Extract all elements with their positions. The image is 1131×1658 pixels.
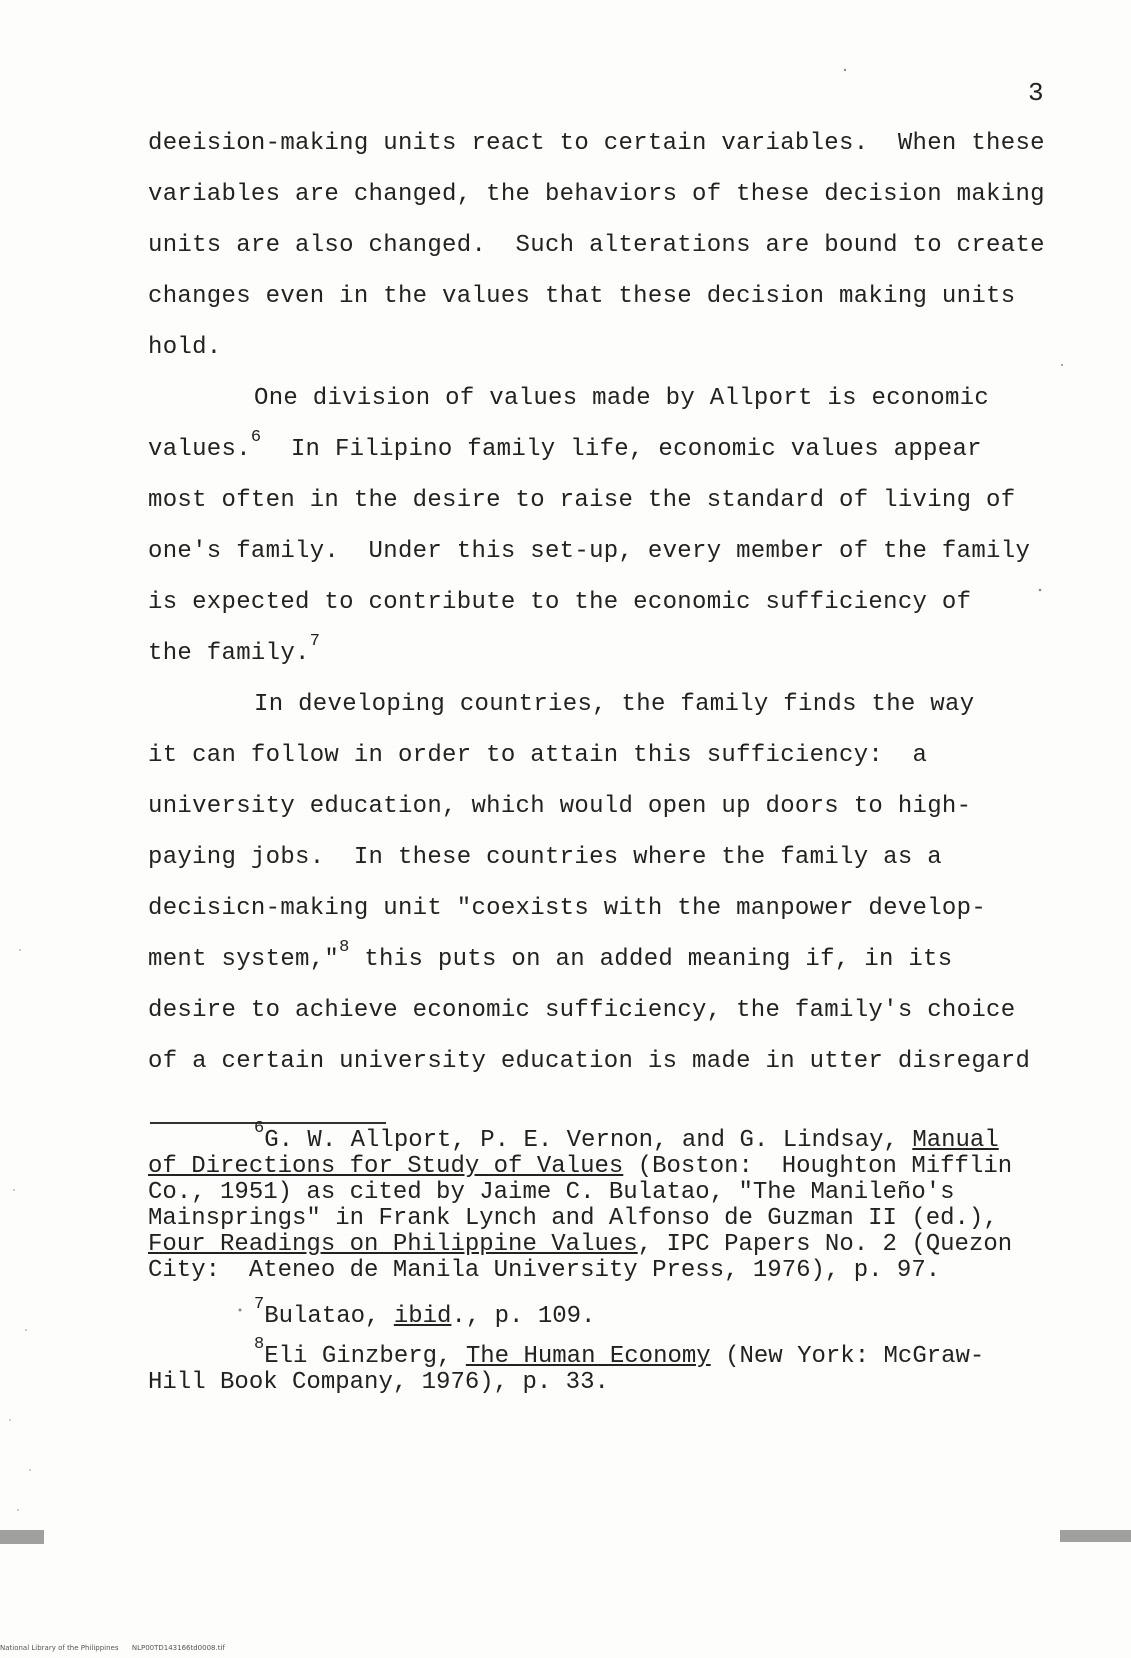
body-line: it can follow in order to attain this sufficiency: a [148, 742, 928, 769]
footnote-ref-6: 6 [250, 428, 262, 447]
footnote-line [148, 1154, 1108, 1180]
footnote-line: Hill Book Company, 1976), p. 33. [148, 1369, 609, 1396]
footnote-text: ., p. 109. [451, 1303, 596, 1330]
footnote-title: Manual [912, 1127, 999, 1154]
body-text-span: the family. [148, 640, 310, 667]
footnote-6 [148, 1119, 1108, 1154]
footnote-8 [148, 1335, 1108, 1370]
body-line: of a certain university education is made in utter disregard [148, 1048, 1031, 1075]
body-line: one's family. Under this set-up, every member of the family [148, 538, 1031, 565]
body-line: hold. [148, 334, 222, 361]
page-number: 3 [1028, 78, 1044, 108]
body-text-span: this puts on an added meaning if, in its [364, 946, 953, 973]
footnote-separator [150, 1122, 386, 1124]
body-line: deeision-making units react to certain variables. When these [148, 130, 1045, 157]
body-line [148, 424, 1108, 475]
footnote-title: Four Readings on Philippine Values [148, 1231, 638, 1258]
body-line: university education, which would open up doors to high- [148, 793, 972, 820]
body-line: In developing countries, the family finds the way [254, 691, 975, 718]
body-line [148, 628, 1108, 679]
footnote-marker: 8 [254, 1335, 265, 1354]
body-line: decisicn-making unit "coexists with the manpower develop- [148, 895, 987, 922]
body-text-span: In Filipino family life, economic values appear [290, 436, 982, 463]
body-line: One division of values made by Allport is economic [254, 385, 990, 412]
footnote-marker: 6 [254, 1119, 265, 1138]
body-text-span: ment system," [148, 946, 340, 973]
footnote-7 [148, 1295, 1108, 1330]
footnote-title: The Human Economy [465, 1343, 711, 1370]
footnote-title: ibid [393, 1303, 452, 1330]
body-line: units are also changed. Such alterations are bound to create [148, 232, 1045, 259]
body-line: desire to achieve economic sufficiency, the family's choice [148, 997, 1016, 1024]
body-line [148, 934, 1108, 985]
footnote-text: (Boston: Houghton Mifflin [623, 1153, 1013, 1180]
footnotes [148, 1119, 1108, 1396]
footnote-title: of Directions for Study of Values [148, 1153, 624, 1180]
footnote-text: Bulatao, [264, 1303, 394, 1330]
body-line: is expected to contribute to the economic sufficiency of [148, 589, 972, 616]
body-line: changes even in the values that these decision making units [148, 283, 1016, 310]
footnote-ref-7: 7 [309, 632, 321, 651]
spacer [148, 1330, 1108, 1344]
footnote-ref-8: 8 [339, 938, 350, 957]
footnote-text: Eli Ginzberg, [264, 1343, 466, 1370]
footnote-text: , IPC Papers No. 2 (Quezon [637, 1231, 1013, 1258]
body-text-span: values. [148, 436, 251, 463]
footnote-marker: 7 [254, 1295, 265, 1314]
spacer [148, 1284, 1108, 1304]
body-line: variables are changed, the behaviors of these decision making [148, 181, 1045, 208]
footnote-line [148, 1232, 1108, 1258]
footnote-line: City: Ateneo de Manila University Press, 1976), p. 97. [148, 1257, 941, 1284]
body-line: most often in the desire to raise the standard of living of [148, 487, 1016, 514]
footnote-text: (New York: McGraw- [710, 1343, 985, 1370]
footnote-line: Mainsprings" in Frank Lynch and Alfonso de Guzman II (ed.), [148, 1205, 998, 1232]
body-line: paying jobs. In these countries where the family as a [148, 844, 942, 871]
footnote-line: Co., 1951) as cited by Jaime C. Bulatao, "The Manileño's [148, 1179, 955, 1206]
footnote-text: G. W. Allport, P. E. Vernon, and G. Lindsay, [264, 1127, 913, 1154]
body-text [148, 118, 1108, 1087]
scan-source-label: National Library of the Philippines NLP00TD143166td0008.tif [0, 1644, 225, 1652]
